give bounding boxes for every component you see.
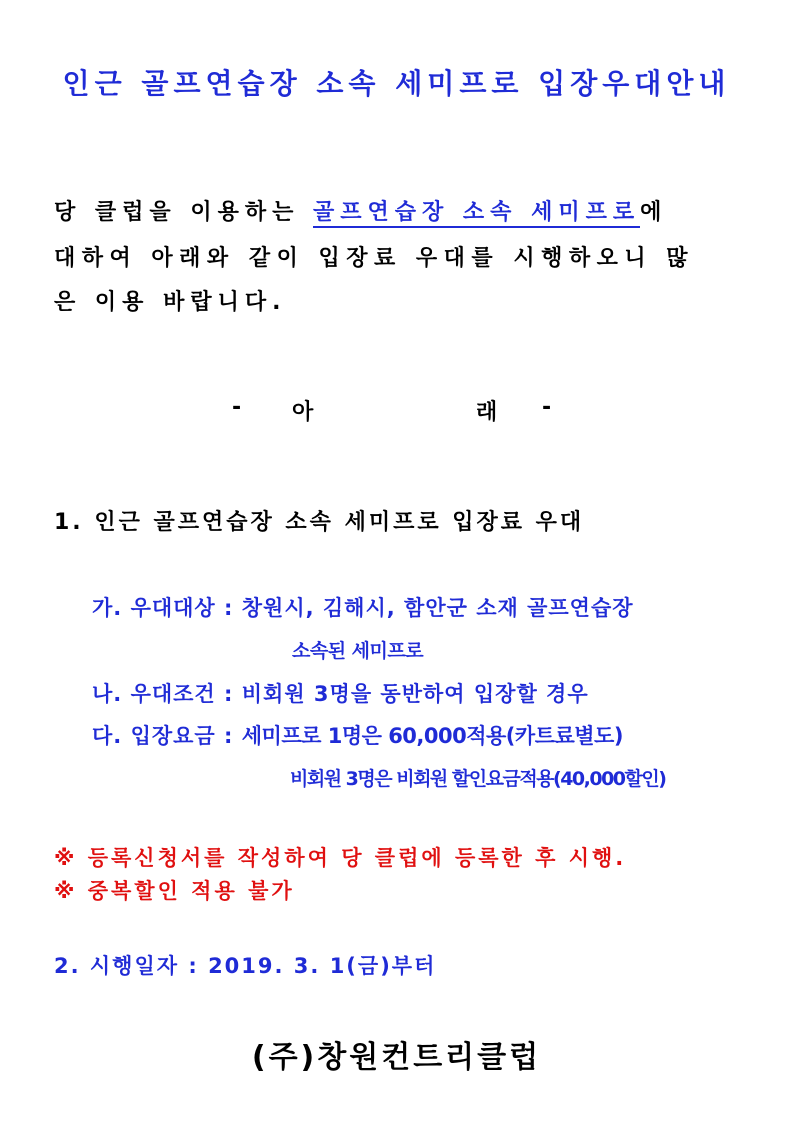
intro-line-2: 대하여 아래와 같이 입장료 우대를 시행하오니 많 (54, 246, 694, 271)
item-condition-label: 나. 우대조건 : (92, 682, 242, 706)
item-target (92, 592, 634, 622)
item-condition-value: 비회원 3명을 동반하여 입장할 경우 (241, 682, 589, 706)
item-fee-label: 다. 입장요금 : (92, 724, 242, 748)
page-title: 인근 골프연습장 소속 세미프로 입장우대안내 (62, 67, 731, 100)
item-fee-continuation: 비회원 3명은 비회원 할인요금적용(40,000할인) (290, 768, 666, 790)
notice-registration: ※ 등록신청서를 작성하여 당 클럽에 등록한 후 시행. (54, 846, 627, 870)
below-dash-left: - (232, 395, 242, 420)
section-1-title: 1. 인근 골프연습장 소속 세미프로 입장료 우대 (54, 510, 585, 535)
intro-highlight: 골프연습장 소속 세미프로 (313, 200, 640, 228)
intro-line-1 (54, 195, 744, 226)
item-target-value: 창원시, 김해시, 함안군 소재 골프연습장 (241, 596, 634, 620)
section-2-date: 2. 시행일자 : 2019. 3. 1(금)부터 (54, 954, 437, 978)
notice-no-duplicate: ※ 중복할인 적용 불가 (54, 879, 295, 903)
below-char-left: 아 (292, 400, 314, 425)
item-fee (92, 720, 623, 750)
intro-line-3: 은 이용 바랍니다. (54, 290, 287, 315)
intro-line-1-suffix: 에 (640, 200, 668, 225)
below-dash-right: - (542, 395, 552, 420)
item-condition (92, 678, 589, 708)
below-char-right: 래 (476, 400, 498, 425)
intro-line-1-prefix: 당 클럽을 이용하는 (54, 200, 313, 225)
company-name: (주)창원컨트리클럽 (251, 1040, 542, 1075)
item-target-label: 가. 우대대상 : (92, 596, 242, 620)
item-target-continuation: 소속된 세미프로 (292, 640, 424, 662)
item-fee-value: 세미프로 1명은 60,000적용(카트료별도) (241, 724, 623, 748)
